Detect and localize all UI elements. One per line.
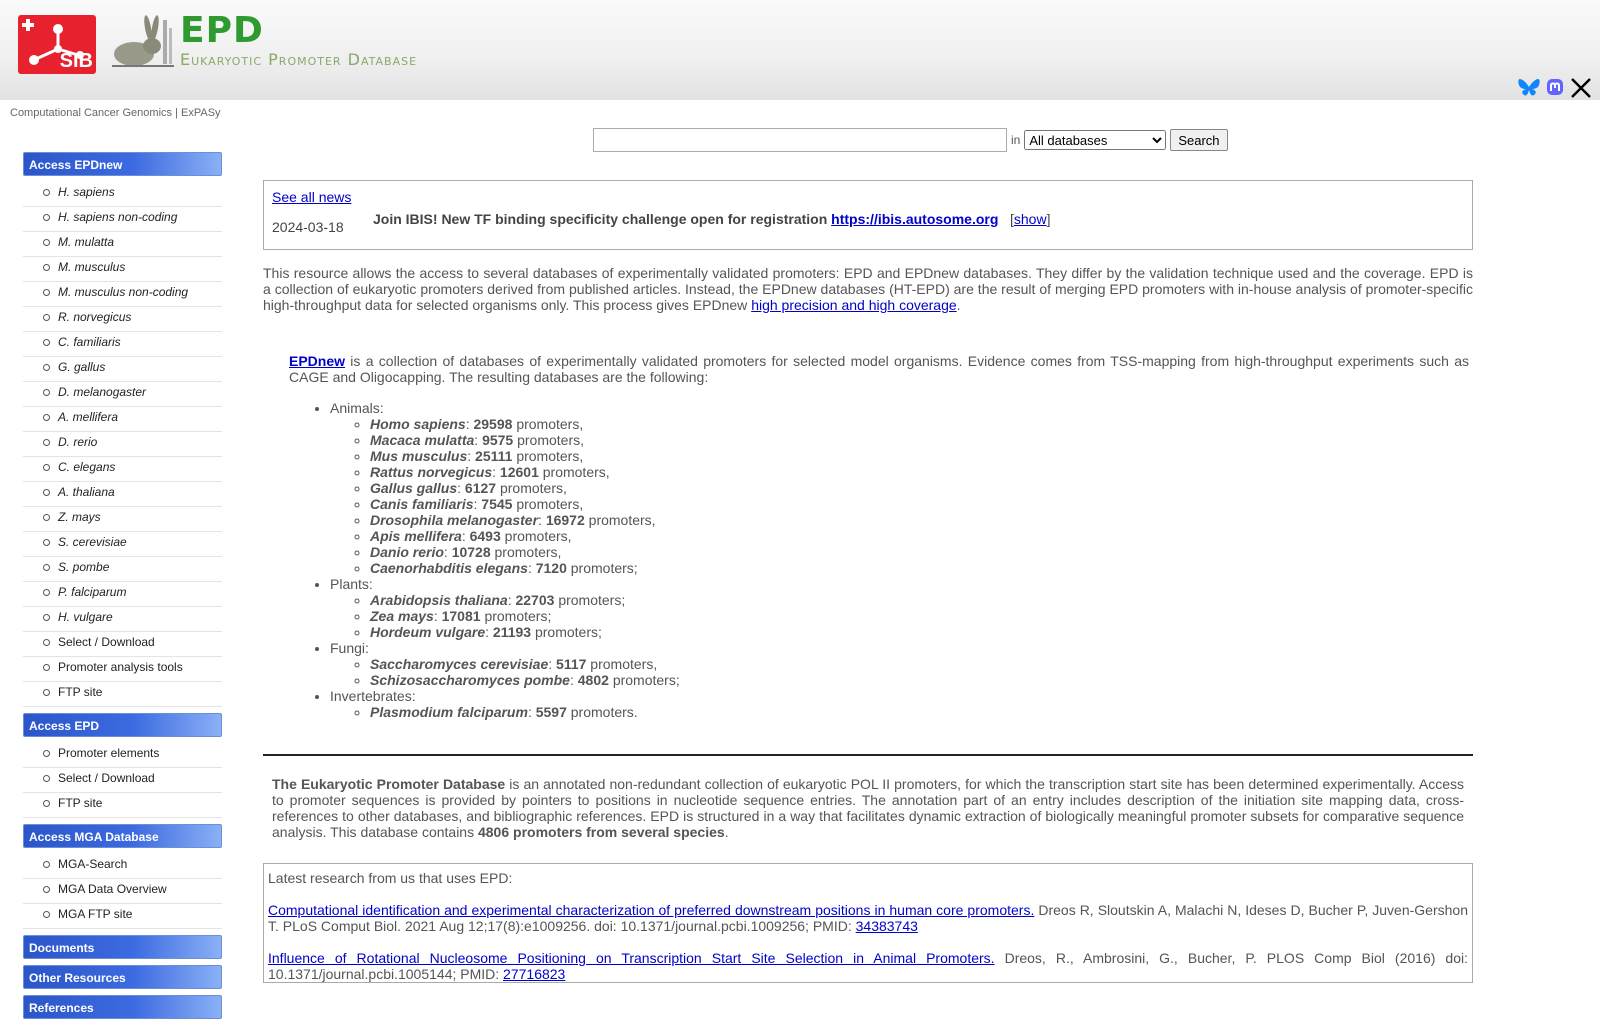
promoter-suffix: promoters; [612,672,680,688]
organism-name-bold [370,672,570,688]
intro-end: . [956,297,961,313]
paper-citation: Dreos, R., Ambrosini, G., Bucher, P. PLOS Comp Biol (2016) doi: 10.1371/journal.pcbi.1005144; PMID: [268,950,1468,982]
news-show-toggle [1010,211,1050,227]
organism-name: Apis mellifera [370,528,462,544]
breadcrumb-link-ccg[interactable]: Computational Cancer Genomics [10,107,173,119]
sidebar-item [23,904,222,929]
organism-entry: ◦ Apis mellifera: 6493 promoters, [370,528,680,544]
sidebar-item [23,532,222,557]
organism-entry: ◦ Drosophila melanogaster: 16972 promoters, [370,512,680,528]
sidebar-item-link[interactable]: MGA FTP site [58,907,133,921]
promoter-count: 17081 [441,608,481,624]
sidebar-item-link[interactable]: H. vulgare [58,610,113,624]
sidebar-item-link[interactable]: S. pombe [58,560,110,574]
promoter-suffix: promoters. [570,704,638,720]
sidebar [23,152,222,1025]
sidebar-item [23,768,222,793]
sib-logo-text: SIB [59,50,93,72]
paper-list [268,902,1468,982]
organism-groups [290,400,680,720]
organism-group [330,576,680,640]
organism-name-bold [370,464,492,480]
promoter-count: 4802 [577,672,609,688]
breadcrumb-link-expasy[interactable]: ExPASy [181,107,221,119]
promoter-count: 5117 [556,656,587,672]
organism-name: Canis familiaris [370,496,474,512]
organism-entry: ◦ Zea mays: 17081 promoters; [370,608,680,624]
sidebar-section-documents[interactable]: Documents [23,935,222,959]
sidebar-item-link[interactable]: FTP site [58,796,103,810]
promoter-count: 6127 [464,480,497,496]
pmid-link[interactable]: 27716823 [503,966,566,982]
sidebar-section-other-resources[interactable]: Other Resources [23,965,222,989]
organism-group-label: Animals: [330,400,384,416]
social-links [1518,78,1592,101]
promoter-suffix: promoters, [542,464,610,480]
organism-name: Arabidopsis thaliana [370,592,508,608]
promoter-count: 21193 [492,624,532,640]
sib-logo[interactable] [18,15,96,74]
sidebar-item-link[interactable]: M. musculus [58,260,126,274]
organism-entry: ◦ Homo sapiens: 29598 promoters, [370,416,680,432]
news-date: 2024-03-18 [272,219,344,235]
organism-entry: ◦ Schizosaccharomyces pombe: 4802 promoters; [370,672,680,688]
breadcrumb-separator: | [175,107,178,119]
database-select[interactable] [1024,130,1166,150]
promoter-suffix: promoters, [517,432,585,448]
organism-group [330,400,680,576]
organism-name: Macaca mulatta [370,432,475,448]
intro-text: This resource allows the access to several databases of experimentally validated promoters: EPD and EPDnew databases. They differ by the validation technique used and the coverage. EPD is a collection of eukaryotic promoters derived from published articles. Instead, the EPDnew databases (HT-EPD) are the result of merging EPD promoters with in-house analysis of promoter-specific high-throughput data for selected organisms only. This process gives EPDnew [263,265,1473,313]
sidebar-item [23,182,222,207]
promoter-count: 29598 [473,416,513,432]
organism-name-bold [370,544,444,560]
paper-title-link[interactable]: Influence of Rotational Nucleosome Positioning on Transcription Start Site Selection in Animal Promoters. [268,950,995,966]
mastodon-icon[interactable] [1546,78,1564,101]
sidebar-item [23,457,222,482]
bracket-close: ] [1046,211,1051,227]
sidebar-item-link[interactable]: A. thaliana [58,485,115,499]
breadcrumb [10,107,221,119]
organism-name-bold [370,528,462,544]
organism-entry: ◦ Caenorhabditis elegans: 7120 promoters; [370,560,680,576]
epd-description-text: is an annotated non-redundant collection of eukaryotic POL II promoters, for which the transcription start site has been determined experimentally. Access to promoter sequences is provided by pointers to positions in nucleotide sequence entries. The annotation part of an entry includes description of the initiation site mapping data, cross-references to other databases, and bibliographic references. EPD is structured in a way that facilitates dynamic extraction of biologically meaningful promoter subsets for comparative sequence analysis. This database contains [272,776,1464,840]
sidebar-item [23,407,222,432]
sidebar-section-references[interactable]: References [23,995,222,1019]
sidebar-item [23,207,222,232]
page-header [0,0,1600,100]
promoter-count: 12601 [499,464,539,480]
news-headline [373,211,998,227]
paper-citation: Dreos R, Sloutskin A, Malachi N, Ideses D, Bucher P, Juven-Gershon T. PLoS Comput Biol. 2021 Aug 12;17(8):e1009256. doi: 10.1371/journal.pcbi.1009256; PMID: [268,902,1468,934]
organism-entry: ◦ Saccharomyces cerevisiae: 5117 promoters, [370,656,680,672]
organism-name: Hordeum vulgare [370,624,486,640]
organism-name: Drosophila melanogaster [370,512,539,528]
sidebar-list-access-epd [23,743,222,818]
sidebar-item [23,507,222,532]
organism-name-bold [370,496,474,512]
search-input[interactable] [593,128,1007,152]
high-precision-link[interactable]: high precision and high coverage [751,297,957,313]
sidebar-item-link[interactable]: M. mulatta [58,235,115,249]
promoter-count: 22703 [515,592,555,608]
sidebar-item [23,632,222,657]
promoter-suffix: promoters, [588,512,656,528]
sidebar-item [23,282,222,307]
organism-name-bold [370,624,485,640]
organism-name-bold [370,448,467,464]
promoter-suffix: promoters; [558,592,626,608]
organism-name: Zea mays [370,608,434,624]
sidebar-item [23,582,222,607]
intro-paragraph [263,265,1473,313]
sidebar-item-link[interactable]: Z. mays [58,510,101,524]
organism-name: Schizosaccharomyces pombe [370,672,570,688]
epdnew-link[interactable]: EPDnew [289,353,346,369]
promoter-suffix: promoters, [516,496,584,512]
organism-entry: ◦ Gallus gallus: 6127 promoters, [370,480,680,496]
x-icon[interactable] [1570,78,1592,101]
organism-list [290,400,680,720]
sidebar-section-access-mga-database[interactable]: Access MGA Database [23,824,222,848]
sidebar-item-link[interactable]: R. norvegicus [58,310,132,324]
promoter-count: 5597 [535,704,567,720]
sidebar-item-link[interactable]: MGA-Search [58,857,128,871]
sidebar-section-access-epdnew[interactable]: Access EPDnew [23,152,222,176]
organism-name: Rattus norvegicus [370,464,493,480]
sidebar-item-link[interactable]: C. familiaris [58,335,121,349]
news-headline-text: Join IBIS! New TF binding specificity challenge open for registration [373,211,828,227]
sidebar-item [23,382,222,407]
sidebar-item-link[interactable]: H. sapiens non-coding [58,210,178,224]
paper-title-link[interactable]: Computational identification and experimental characterization of preferred downstream positions in human core promoters. [268,902,1035,918]
epd-description-title: The Eukaryotic Promoter Database [272,776,506,792]
organism-name: Plasmodium falciparum [370,704,528,720]
organism-name-bold [370,512,538,528]
organism-name: Mus musculus [370,448,468,464]
organism-name-bold [370,416,466,432]
organism-group-items [330,704,680,720]
sidebar-item [23,232,222,257]
sidebar-item [23,332,222,357]
organism-name: Caenorhabditis elegans [370,560,528,576]
research-box [263,863,1473,983]
promoter-count: 7545 [481,496,513,512]
sidebar-item-link[interactable]: S. cerevisiae [58,535,127,549]
promoter-suffix: promoters, [516,416,584,432]
epd-description-end: . [724,824,729,840]
organism-name-bold [370,704,528,720]
promoter-count: 7120 [535,560,567,576]
organism-group-items [330,592,680,640]
search-in-label: in [1011,133,1021,147]
promoter-count: 25111 [475,448,513,464]
sidebar-item-link[interactable]: MGA Data Overview [58,882,167,896]
promoter-count: 6493 [469,528,501,544]
organism-entry: ◦ Arabidopsis thaliana: 22703 promoters; [370,592,680,608]
site-title[interactable]: EPD [180,10,264,51]
sidebar-item [23,682,222,707]
sidebar-item [23,357,222,382]
sidebar-list-access-epdnew [23,182,222,707]
organism-name-bold [370,432,474,448]
bluesky-icon[interactable] [1518,78,1540,101]
promoter-suffix: promoters, [494,544,562,560]
sidebar-item-link[interactable]: G. gallus [58,360,106,374]
sidebar-item [23,557,222,582]
sidebar-item-link[interactable]: C. elegans [58,460,116,474]
sidebar-item-link[interactable]: Promoter elements [58,746,160,760]
epdnew-text: is a collection of databases of experimentally validated promoters for selected model organisms. Evidence comes from TSS-mapping from high-throughput experiments such as CAGE and Oligocapping. The resulting databases are the following: [289,353,1469,385]
organism-group [330,688,680,720]
organism-entry: ◦ Danio rerio: 10728 promoters, [370,544,680,560]
organism-name-bold [370,560,528,576]
search-button[interactable]: Search [1170,129,1227,151]
organism-group-label: Fungi: [330,640,369,656]
bracket-open: [ [1010,211,1014,227]
rabbit-logo-icon[interactable] [108,14,176,70]
promoter-suffix: promoters, [499,480,567,496]
sidebar-item-link[interactable]: M. musculus non-coding [58,285,189,299]
sidebar-item [23,879,222,904]
sidebar-item-link[interactable]: D. rerio [58,435,98,449]
organism-name: Danio rerio [370,544,444,560]
epd-description [272,776,1464,840]
organism-entry: ◦ Macaca mulatta: 9575 promoters, [370,432,680,448]
promoter-suffix: promoters, [516,448,584,464]
sidebar-item [23,307,222,332]
sidebar-item-link[interactable]: P. falciparum [58,585,127,599]
sidebar-item-link[interactable]: Select / Download [58,771,155,785]
sidebar-item-link[interactable]: Promoter analysis tools [58,660,183,674]
section-divider [263,754,1473,756]
organism-entry: ◦ Rattus norvegicus: 12601 promoters, [370,464,680,480]
organism-name-bold [370,480,457,496]
sidebar-item [23,657,222,682]
promoter-count: 9575 [482,432,514,448]
search-bar [593,128,1228,152]
organism-entry: ◦ Mus musculus: 25111 promoters, [370,448,680,464]
promoter-suffix: promoters; [484,608,552,624]
organism-name-bold [370,608,434,624]
organism-entry: ◦ Hordeum vulgare: 21193 promoters; [370,624,680,640]
sidebar-item-link[interactable]: D. melanogaster [58,385,147,399]
see-all-news-link[interactable]: See all news [272,189,352,205]
promoter-count: 16972 [545,512,585,528]
promoter-count: 10728 [451,544,491,560]
organism-group-items [330,416,680,576]
sidebar-item-link[interactable]: Select / Download [58,635,155,649]
organism-group-items [330,656,680,688]
sidebar-item [23,607,222,632]
organism-group-label: Invertebrates: [330,688,416,704]
pmid-link[interactable]: 34383743 [855,918,918,934]
sidebar-item-link[interactable]: A. mellifera [58,410,119,424]
news-show-link[interactable]: show [1013,211,1047,227]
sidebar-item [23,854,222,879]
epd-description-count: 4806 promoters from several species [477,824,725,840]
paper-entry [268,950,1468,982]
sidebar-section-access-epd[interactable]: Access EPD [23,713,222,737]
epdnew-paragraph [289,353,1469,385]
news-link[interactable]: https://ibis.autosome.org [831,211,999,227]
organism-name: Gallus gallus [370,480,458,496]
sidebar-item-link[interactable]: FTP site [58,685,103,699]
paper-entry [268,902,1468,934]
promoter-suffix: promoters; [534,624,602,640]
sidebar-item-link[interactable]: H. sapiens [58,185,115,199]
news-box [263,180,1473,250]
organism-entry: ◦ Plasmodium falciparum: 5597 promoters. [370,704,680,720]
promoter-suffix: promoters, [590,656,658,672]
promoter-suffix: promoters, [504,528,572,544]
sidebar-item [23,482,222,507]
research-heading: Latest research from us that uses EPD: [268,870,513,886]
sidebar-list-access-mga-database [23,854,222,929]
promoter-suffix: promoters; [570,560,638,576]
sidebar-item [23,432,222,457]
organism-name: Homo sapiens [370,416,466,432]
site-subtitle: Eukaryotic Promoter Database [180,50,418,69]
organism-name-bold [370,592,508,608]
organism-group [330,640,680,688]
organism-entry: ◦ Canis familiaris: 7545 promoters, [370,496,680,512]
organism-name: Saccharomyces cerevisiae [370,656,549,672]
organism-name-bold [370,656,548,672]
sidebar-item [23,743,222,768]
organism-group-label: Plants: [330,576,373,592]
sidebar-item [23,793,222,818]
sidebar-item [23,257,222,282]
